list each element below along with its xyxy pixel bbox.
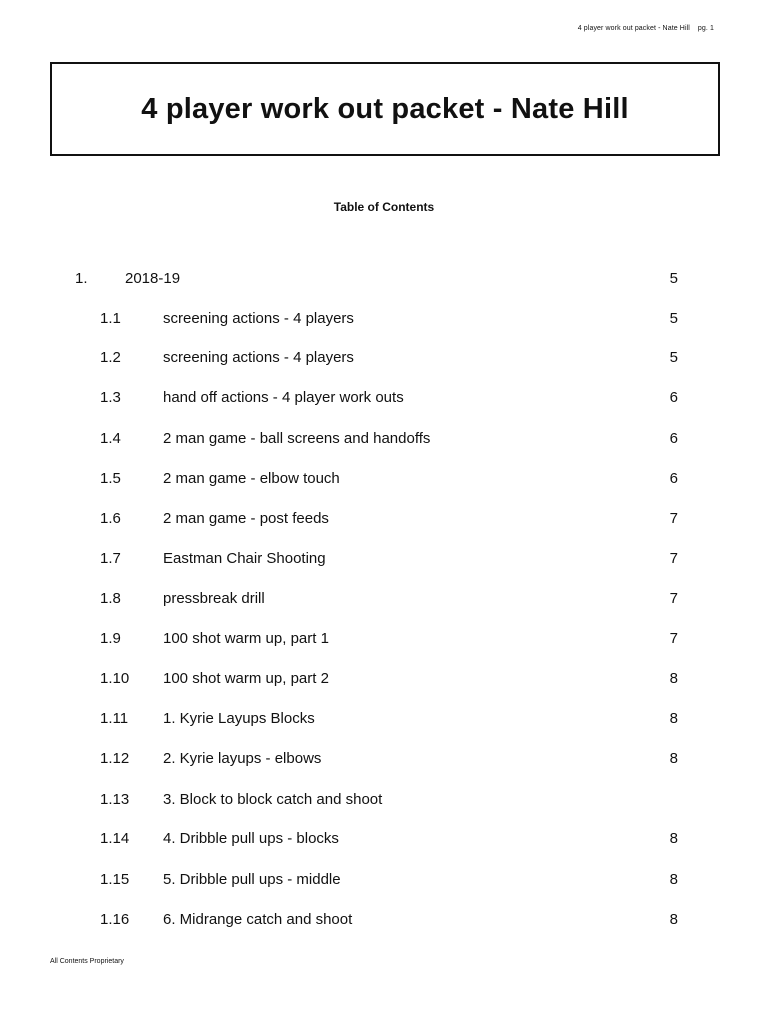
toc-entry-page: 8: [669, 710, 678, 727]
toc-entry-number: 1.14: [100, 830, 130, 847]
toc-entry-title: 2 man game - elbow touch: [163, 470, 340, 487]
toc-entry[interactable]: [0, 349, 768, 367]
toc-entry-number: 1.1: [100, 310, 121, 327]
toc-entry-title: 100 shot warm up, part 2: [163, 670, 329, 687]
toc-entry-page: 6: [669, 389, 678, 406]
toc-entry-page: 5: [669, 349, 678, 366]
toc-heading: Table of Contents: [333, 200, 435, 214]
toc-entry-page: 7: [669, 510, 678, 527]
toc-entry[interactable]: [0, 791, 768, 809]
toc-entry-title: pressbreak drill: [163, 590, 265, 607]
toc-entry-number: 1.7: [100, 550, 121, 567]
toc-entry-title: 3. Block to block catch and shoot: [163, 791, 383, 808]
toc-entry-number: 1.16: [100, 911, 130, 928]
page-header: [578, 25, 714, 32]
toc-entry-title: 5. Dribble pull ups - middle: [163, 871, 341, 888]
toc-entry-page: 8: [669, 670, 678, 687]
toc-entry[interactable]: [0, 750, 768, 768]
toc-entry-number: 1.8: [100, 590, 121, 607]
toc-entry[interactable]: [0, 590, 768, 608]
toc-entry-title: 6. Midrange catch and shoot: [163, 911, 353, 928]
toc-entry-number: 1.9: [100, 630, 121, 647]
toc-entry-page: 6: [669, 430, 678, 447]
toc-entry-number: 1.13: [100, 791, 130, 808]
toc-entry-number: 1.11: [100, 710, 129, 727]
toc-entry-title: hand off actions - 4 player work outs: [163, 389, 404, 406]
toc-entry-page: 5: [669, 310, 678, 327]
toc-entry[interactable]: [0, 430, 768, 448]
toc-entry-title: screening actions - 4 players: [163, 310, 354, 327]
toc-entry[interactable]: [0, 630, 768, 648]
toc-entry-number: 1.: [75, 270, 88, 287]
document-title: 4 player work out packet - Nate Hill: [141, 92, 629, 125]
running-title: 4 player work out packet - Nate Hill: [577, 25, 690, 32]
toc-entry-page: 8: [669, 830, 678, 847]
toc-entry-title: 2. Kyrie layups - elbows: [163, 750, 322, 767]
toc-entry[interactable]: [0, 510, 768, 528]
toc-entry[interactable]: [0, 830, 768, 848]
toc-entry-page: 5: [669, 270, 678, 287]
toc-entry-number: 1.10: [100, 670, 130, 687]
toc-entry-title: 4. Dribble pull ups - blocks: [163, 830, 339, 847]
toc-entry-page: 7: [669, 590, 678, 607]
toc-entry[interactable]: [0, 911, 768, 929]
toc-entry[interactable]: [0, 270, 768, 288]
toc-entry-number: 1.2: [100, 349, 121, 366]
toc-entry[interactable]: [0, 310, 768, 328]
toc-entry-title: 2 man game - post feeds: [163, 510, 329, 527]
toc-entry-title: screening actions - 4 players: [163, 349, 354, 366]
toc-entry-number: 1.15: [100, 871, 130, 888]
toc-entry-title: 1. Kyrie Layups Blocks: [163, 710, 315, 727]
page-footer: All Contents Proprietary: [50, 958, 124, 965]
toc-entry-page: 8: [669, 750, 678, 767]
toc-entry[interactable]: [0, 710, 768, 728]
toc-entry[interactable]: [0, 871, 768, 889]
title-box: [50, 62, 720, 156]
toc-entry-title: 2 man game - ball screens and handoffs: [163, 430, 431, 447]
toc-entry[interactable]: [0, 470, 768, 488]
page-number: pg. 1: [697, 25, 714, 32]
toc-entry-page: 8: [669, 911, 678, 928]
toc-entry-number: 1.4: [100, 430, 121, 447]
toc-entry-number: 1.5: [100, 470, 121, 487]
toc-entry-page: 7: [669, 550, 678, 567]
toc-entry-page: 8: [669, 871, 678, 888]
toc-entry[interactable]: [0, 670, 768, 688]
toc-entry-title: Eastman Chair Shooting: [163, 550, 326, 567]
toc-entry[interactable]: [0, 550, 768, 568]
toc-entry-number: 1.12: [100, 750, 130, 767]
toc-entry-page: 7: [669, 630, 678, 647]
toc-entry-number: 1.3: [100, 389, 121, 406]
toc-entry[interactable]: [0, 389, 768, 407]
toc-entry-title: 100 shot warm up, part 1: [163, 630, 329, 647]
toc-entry-number: 1.6: [100, 510, 121, 527]
toc-entry-page: 6: [669, 470, 678, 487]
toc-entry-title: 2018-19: [125, 270, 181, 287]
